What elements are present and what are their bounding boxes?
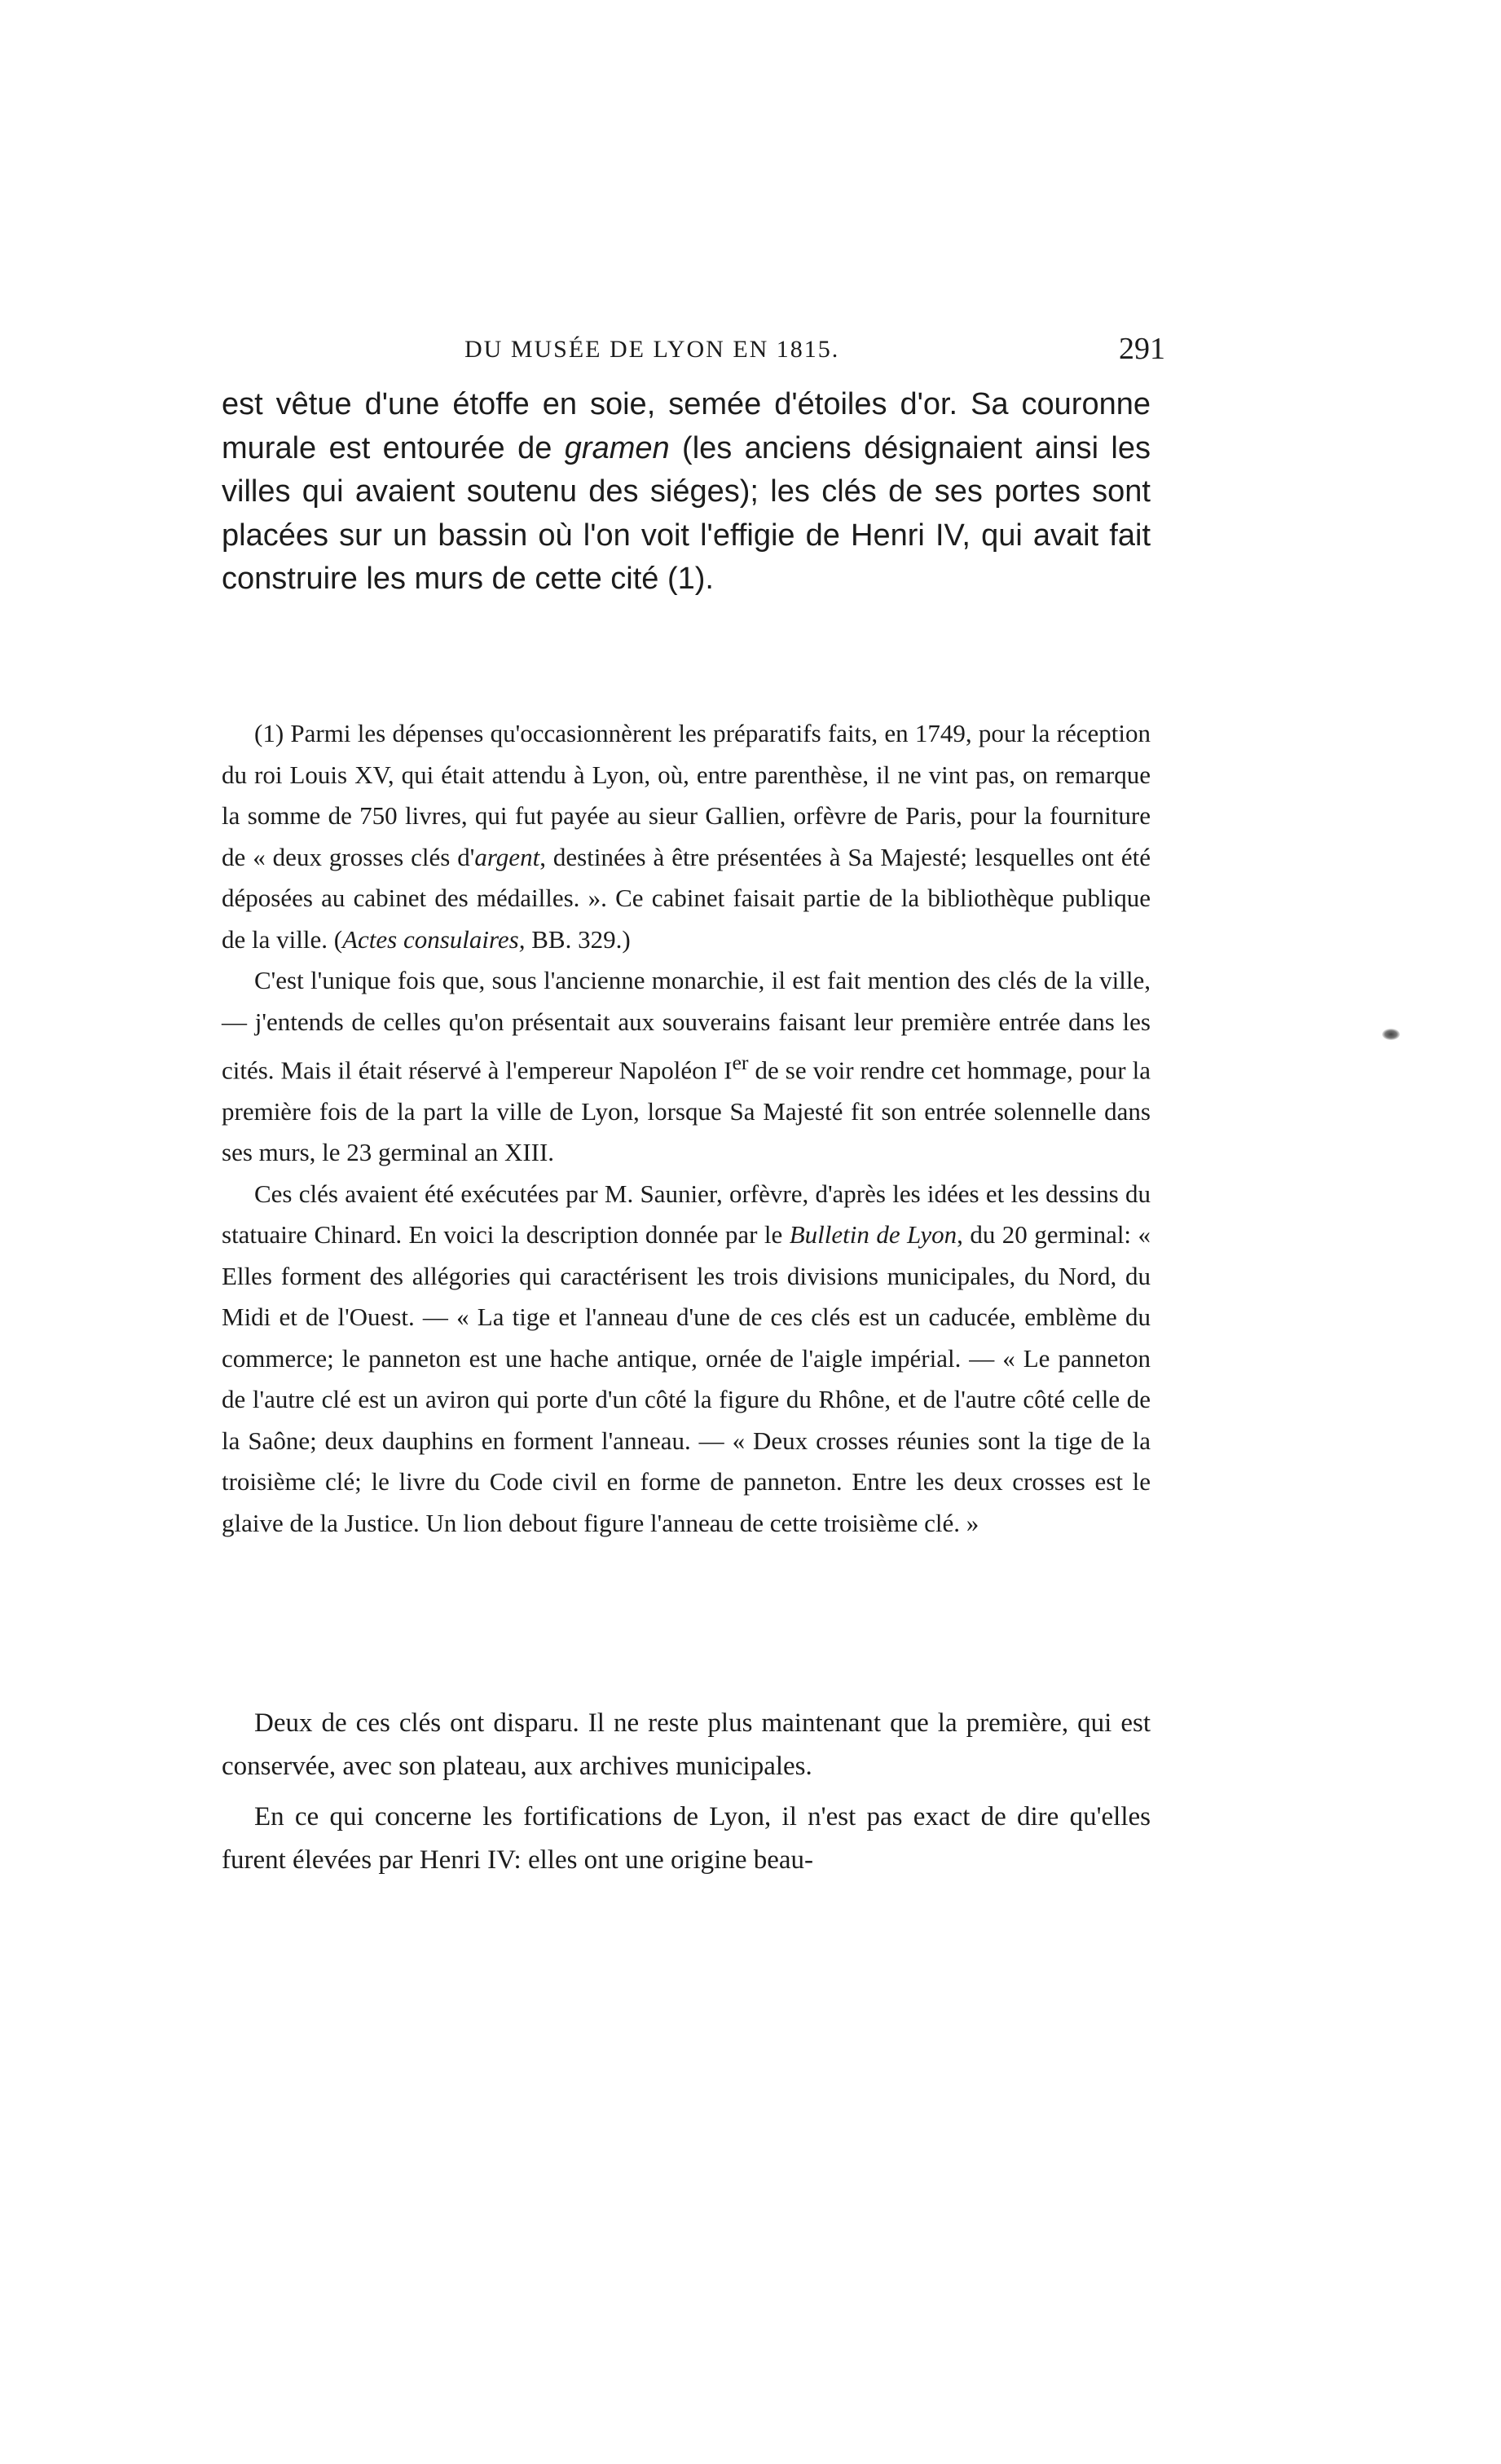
running-head: [236, 332, 1165, 377]
body-paragraph-1: Deux de ces clés ont disparu. Il ne reste plus maintenant que la première, qui est conservée, avec son plateau, aux archives municipales.: [222, 1708, 1151, 1781]
footnote-p2-a: C'est l'unique fois que, sous l'ancienne monarchie, il est fait mention des clés de la ville, — j'entends de celles qu'on présentait aux souverains faisant leur première entrée dans les cités. Mais il était réservé à l'empereur Napoléon I: [222, 966, 1151, 1085]
ink-smudge: [1382, 1029, 1400, 1040]
main-paragraph: [222, 383, 1151, 602]
footnote-p1-b: , destinées à être présentées à Sa Majesté; lesquelles ont été déposées au cabinet des médailles. ». Ce cabinet faisait partie de la bibliothèque publique de la ville. (: [222, 842, 1151, 954]
footnote: [222, 713, 1151, 1544]
footnote-p1-c: BB. 329.): [525, 924, 631, 954]
body-paragraphs: [222, 1702, 1151, 1889]
footnote-p2-sup: er: [732, 1051, 749, 1074]
page-number: 291: [1119, 332, 1165, 366]
main-text-part1: est vêtue d'une étoffe en soie, semée d'étoiles d'or. Sa couronne murale est entourée de: [222, 387, 1151, 465]
footnote-paragraph-3: [222, 1174, 1151, 1545]
footnote-p1-ref: Actes consulaires,: [342, 924, 526, 954]
footnote-p1-argent: argent: [474, 842, 540, 871]
footnote-paragraph-1: [222, 713, 1151, 960]
body-paragraph-2: En ce qui concerne les fortifications de Lyon, il n'est pas exact de dire qu'elles furent élevées par Henri IV: elles ont une origine beau-: [222, 1802, 1151, 1875]
main-text-part2: (les anciens désignaient ainsi les villes qui avaient soutenu des siéges); les clés de ses portes sont placées sur un bassin où l'on voit l'effigie de Henri IV, qui avait fait construire les murs de cette cité (1).: [222, 430, 1151, 596]
footnote-p3-b: , du 20 germinal: « Elles forment des allégories qui caractérisent les trois divisions municipales, du Nord, du Midi et de l'Ouest. — « La tige et l'anneau d'une de ces clés est un caducée, emblème du commerce; le panneton est une hache antique, ornée de l'aigle impérial. — « Le panneton de l'autre clé est un aviron qui porte d'un côté la figure du Rhône, et de l'autre côté celle de la Saône; deux dauphins en forment l'anneau. — « Deux crosses réunies sont la tige de la troisième clé; le livre du Code civil en forme de panneton. Entre les deux crosses est le glaive de la Justice. Un lion debout figure l'anneau de cette troisième clé. »: [222, 1220, 1151, 1537]
main-text-gramen: gramen: [564, 430, 670, 465]
footnote-p3-bulletin: Bulletin de Lyon: [789, 1220, 957, 1250]
running-title: DU MUSÉE DE LYON EN 1815.: [464, 336, 840, 363]
footnote-p2-b: de se voir rendre cet hommage, pour la première fois de la part la ville de Lyon, lorsque Sa Majesté fit son entrée solennelle dans ses murs, le 23 germinal an XIII.: [222, 1056, 1151, 1167]
footnote-p3-a: Ces clés avaient été exécutées par M. Saunier, orfèvre, d'après les idées et les dessins du statuaire Chinard. En voici la description donnée par le: [222, 1179, 1151, 1250]
footnote-paragraph-2: [222, 960, 1151, 1174]
footnote-p1-a: (1) Parmi les dépenses qu'occasionnèrent les préparatifs faits, en 1749, pour la réception du roi Louis XV, qui était attendu à Lyon, où, entre parenthèse, il ne vint pas, on remarque la somme de 750 livres, qui fut payée au sieur Gallien, orfèvre de Paris, pour la fourniture de « deux grosses clés d': [222, 719, 1151, 871]
